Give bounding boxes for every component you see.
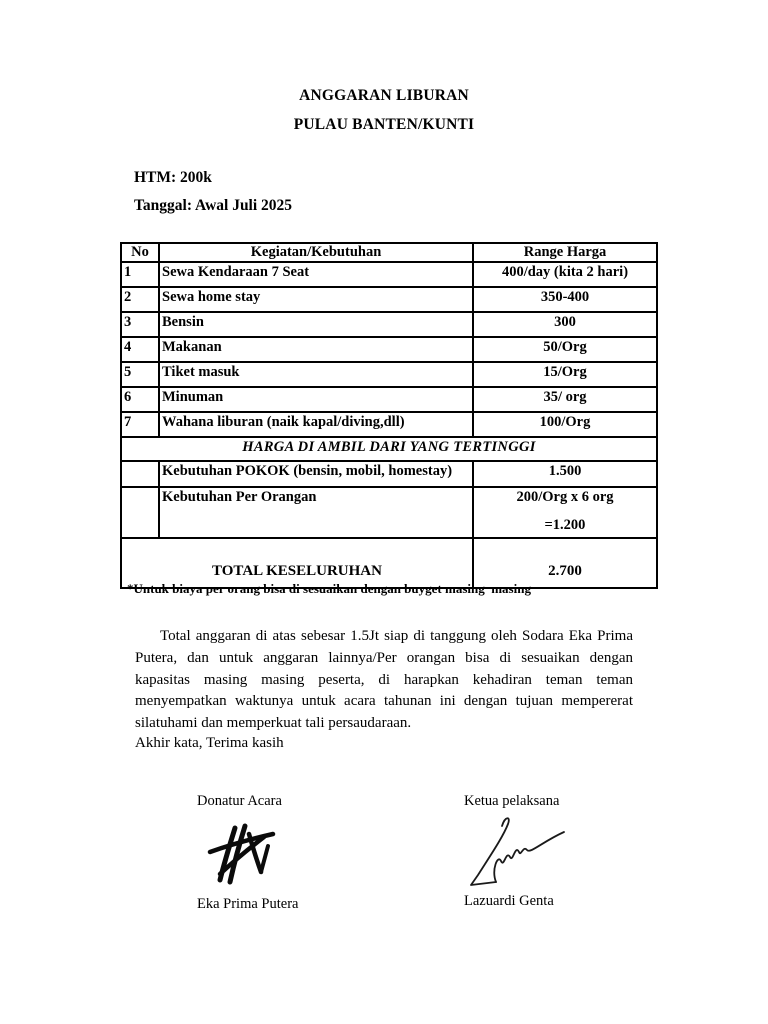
cell-kegiatan: Tiket masuk xyxy=(159,362,473,387)
cell-kegiatan: Bensin xyxy=(159,312,473,337)
footnote: *Untuk biaya per orang bisa di sesuaikan dengan buyget masing masing xyxy=(127,581,531,596)
cell-harga: 300 xyxy=(473,312,657,337)
pokok-row xyxy=(121,461,657,487)
header-kegiatan: Kegiatan/Kebutuhan xyxy=(159,243,473,262)
cell-kegiatan: Kebutuhan POKOK (bensin, mobil, homestay) xyxy=(159,461,473,487)
highlight-row xyxy=(121,437,657,461)
table-row xyxy=(121,387,657,412)
cell-kegiatan: Minuman xyxy=(159,387,473,412)
harga-line-2: =1.200 xyxy=(544,517,586,533)
cell-harga: 15/Org xyxy=(473,362,657,387)
closing-text: Akhir kata, Terima kasih xyxy=(135,735,284,751)
body-paragraph: Total anggaran di atas sebesar 1.5Jt siap di tanggung oleh Sodara Eka Prima Putera, dan untuk anggaran lainnya/Per orangan bisa di sesuaikan dengan kapasitas masing masing peserta, di harapkan kehadiran teman teman menyempatkan waktunya untuk acara tahunan ini dengan tujuan mempererat silatuhami dan memperkuat tali persaudaraan. xyxy=(135,628,633,732)
harga-line-1: 200/Org x 6 org xyxy=(516,489,614,505)
cell-no: 5 xyxy=(121,362,159,387)
table-row xyxy=(121,337,657,362)
highlight-text: HARGA DI AMBIL DARI YANG TERTINGGI xyxy=(121,437,657,461)
signature-right-scribble xyxy=(468,812,580,896)
cell-no: 4 xyxy=(121,337,159,362)
cell-kegiatan: Sewa Kendaraan 7 Seat xyxy=(159,262,473,287)
cell-no: 2 xyxy=(121,287,159,312)
cell-no: 7 xyxy=(121,412,159,437)
total-value: 2.700 xyxy=(473,538,657,588)
total-label: TOTAL KESELURUHAN xyxy=(121,538,473,588)
header-no: No xyxy=(121,243,159,262)
cell-harga xyxy=(473,487,657,538)
cell-harga: 400/day (kita 2 hari) xyxy=(473,262,657,287)
budget-table xyxy=(120,242,658,589)
cell-no: 6 xyxy=(121,387,159,412)
cell-no-empty xyxy=(121,487,159,538)
signature-left-scribble xyxy=(207,820,285,892)
cell-harga: 50/Org xyxy=(473,337,657,362)
table-header-row xyxy=(121,243,657,262)
table-row xyxy=(121,262,657,287)
signature-right-name: Lazuardi Genta xyxy=(464,893,554,909)
table-row xyxy=(121,412,657,437)
per-orangan-row xyxy=(121,487,657,538)
cell-no-empty xyxy=(121,461,159,487)
tanggal-line: Tanggal: Awal Juli 2025 xyxy=(134,197,293,214)
page-subtitle: PULAU BANTEN/KUNTI xyxy=(293,116,475,133)
budget-table-container xyxy=(120,242,658,589)
cell-kegiatan: Wahana liburan (naik kapal/diving,dll) xyxy=(159,412,473,437)
cell-kegiatan: Sewa home stay xyxy=(159,287,473,312)
cell-harga: 1.500 xyxy=(473,461,657,487)
cell-harga: 350-400 xyxy=(473,287,657,312)
htm-line: HTM: 200k xyxy=(134,169,212,186)
signature-left-name: Eka Prima Putera xyxy=(197,896,299,912)
cell-no: 3 xyxy=(121,312,159,337)
table-row xyxy=(121,312,657,337)
table-row xyxy=(121,362,657,387)
signature-left-role: Donatur Acara xyxy=(197,793,282,809)
page-title: ANGGARAN LIBURAN xyxy=(299,87,469,104)
header-harga: Range Harga xyxy=(473,243,657,262)
cell-kegiatan: Kebutuhan Per Orangan xyxy=(159,487,473,538)
table-row xyxy=(121,287,657,312)
cell-no: 1 xyxy=(121,262,159,287)
cell-kegiatan: Makanan xyxy=(159,337,473,362)
signature-right-role: Ketua pelaksana xyxy=(464,793,560,809)
cell-harga: 35/ org xyxy=(473,387,657,412)
cell-harga: 100/Org xyxy=(473,412,657,437)
